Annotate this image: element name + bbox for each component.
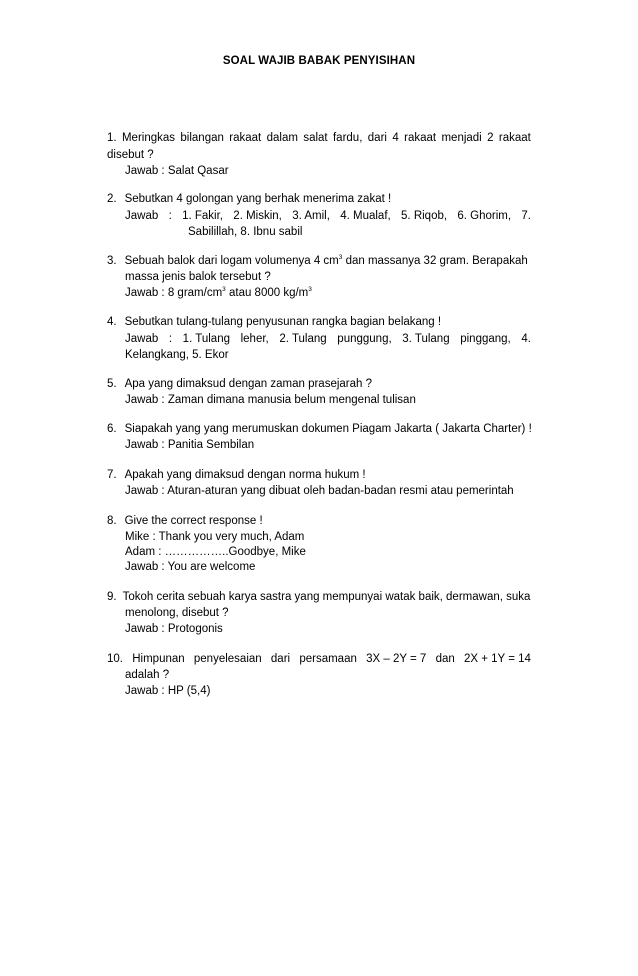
document-title: SOAL WAJIB BABAK PENYISIHAN: [222, 55, 416, 67]
question-4: 4. Sebutkan tulang-tulang penyusunan rangka bagian belakang !: [107, 316, 442, 328]
question-number: 5.: [107, 378, 117, 390]
answer-2: Jawab : 1. Fakir, 2. Miskin, 3. Amil, 4. Mualaf, 5. Riqob, 6. Ghorim, 7.: [125, 210, 531, 222]
answer-3: Jawab : 8 gram/$cm^3$ atau 8000 $kg/m^3$: [125, 286, 312, 299]
answer-6: Jawab : Panitia Sembilan: [125, 439, 255, 451]
question-number: 6.: [107, 423, 117, 435]
question-number: 3.: [107, 255, 117, 267]
question-10-continued: adalah ?: [125, 669, 170, 681]
question-1: 1. Meringkas bilangan rakaat dalam salat fardu, dari 4 rakaat menjadi 2 rakaat: [107, 132, 531, 144]
question-number: 8.: [107, 515, 117, 527]
question-9-continued: menolong, disebut ?: [125, 607, 229, 619]
question-8: 8. Give the correct response !: [107, 515, 263, 527]
answer-10: Jawab : HP (5,4): [125, 685, 211, 697]
answer-7: Jawab : Aturan-aturan yang dibuat oleh badan-badan resmi atau pemerintah: [125, 485, 514, 497]
question-5: 5. Apa yang dimaksud dengan zaman prasejarah ?: [107, 378, 373, 390]
question-2: 2. Sebutkan 4 golongan yang berhak menerima zakat !: [107, 193, 392, 205]
question-9: 9. Tokoh cerita sebuah karya sastra yang mempunyai watak baik, dermawan, suka: [107, 591, 531, 603]
question-6: 6. Siapakah yang yang merumuskan dokumen Piagam Jakarta ( Jakarta Charter) !: [107, 423, 532, 435]
question-number: 9.: [107, 591, 117, 603]
question-3-continued: massa jenis balok tersebut ?: [125, 271, 271, 283]
answer-1: Jawab : Salat Qasar: [125, 165, 229, 177]
question-number: 1.: [107, 132, 117, 144]
answer-8: Jawab : You are welcome: [125, 561, 256, 573]
question-number: 7.: [107, 469, 117, 481]
dialogue-adam: Adam : ……………..Goodbye, Mike: [125, 546, 306, 558]
answer-5: Jawab : Zaman dimana manusia belum mengenal tulisan: [125, 394, 416, 406]
answer-4-continued: Kelangkang, 5. Ekor: [125, 349, 229, 361]
question-10: 10. Himpunan penyelesaian dari persamaan 3X – 2Y = 7 dan 2X + 1Y = 14: [107, 653, 531, 665]
answer-2-continued: Sabilillah, 8. Ibnu sabil: [188, 226, 303, 238]
question-3: 3. Sebuah balok dari logam volumenya 4 $cm^3$ dan massanya 32 gram. Berapakah: [107, 254, 528, 267]
dialogue-mike: Mike : Thank you very much, Adam: [125, 531, 305, 543]
question-7: 7. Apakah yang dimaksud dengan norma hukum !: [107, 469, 366, 481]
question-number: 2.: [107, 193, 117, 205]
answer-4: Jawab : 1. Tulang leher, 2. Tulang punggung, 3. Tulang pinggang, 4.: [125, 333, 531, 345]
question-number: 10.: [107, 653, 123, 665]
question-number: 4.: [107, 316, 117, 328]
question-1-continued: disebut ?: [107, 149, 154, 161]
answer-9: Jawab : Protogonis: [125, 623, 223, 635]
